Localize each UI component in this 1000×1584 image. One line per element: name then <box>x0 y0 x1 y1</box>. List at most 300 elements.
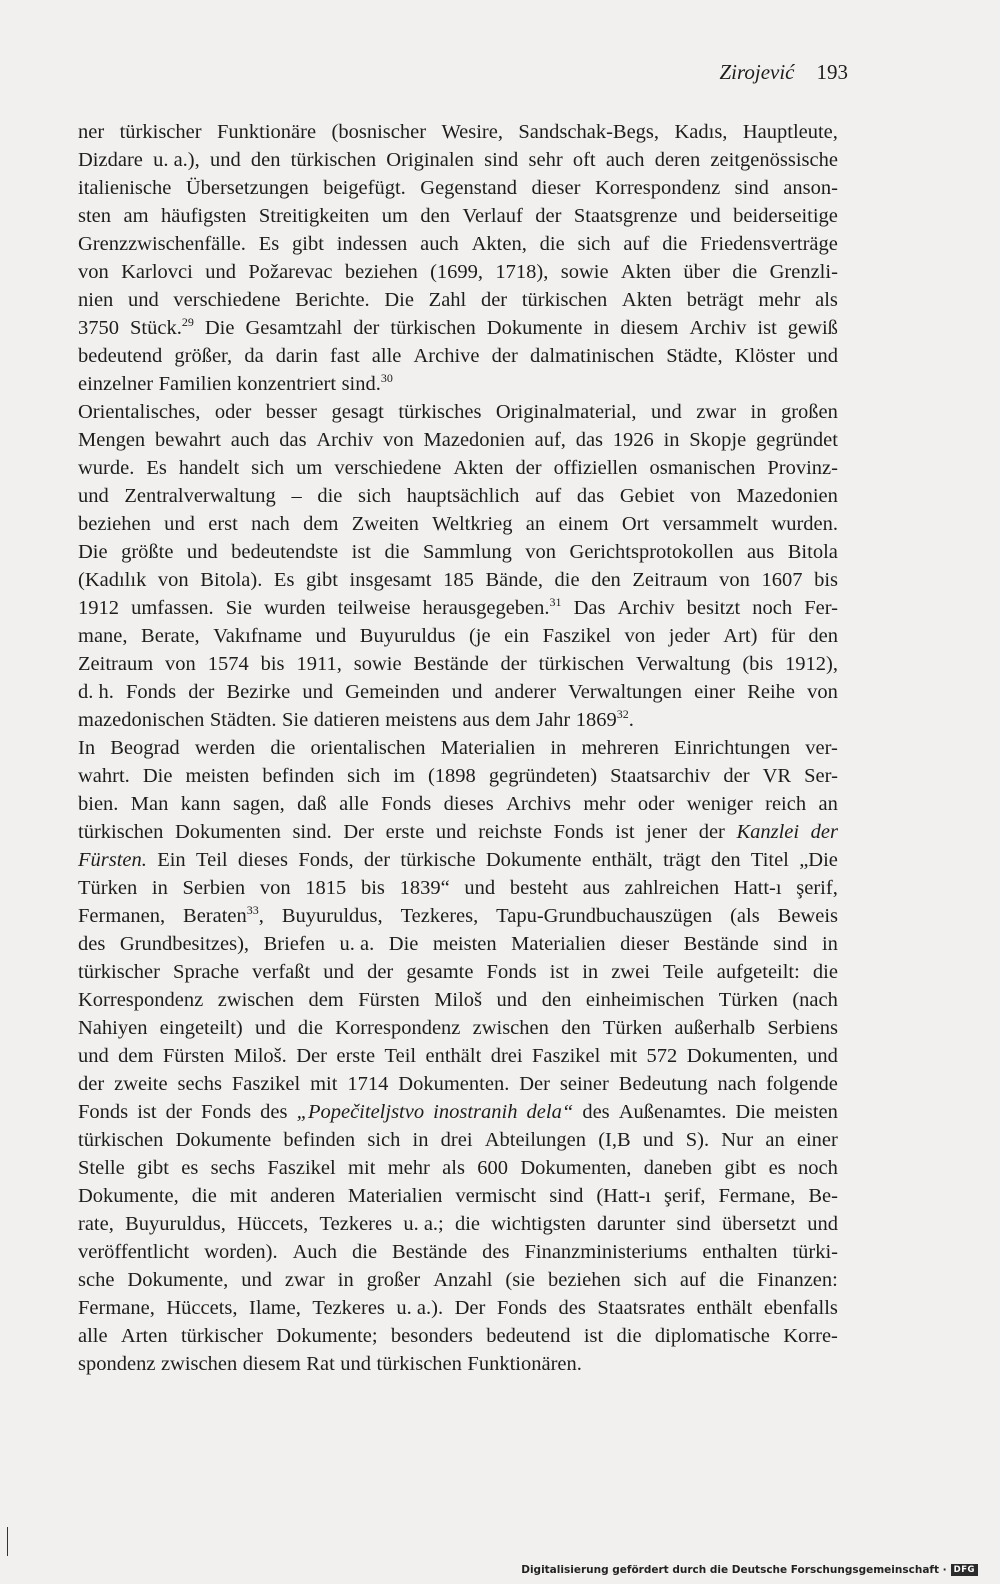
word: türkischen <box>78 821 164 843</box>
word: Staatsgrenze <box>573 205 678 227</box>
word: sagen, <box>232 793 285 815</box>
word: enthält <box>696 1297 753 1319</box>
word: von <box>157 569 189 591</box>
word: bis <box>260 653 285 675</box>
word: alle <box>371 345 402 367</box>
word: und <box>435 821 467 843</box>
word: Sprache <box>173 961 240 983</box>
word: verschiedene <box>173 289 281 311</box>
running-header <box>719 60 848 85</box>
word: Dokumenten. <box>398 1073 510 1095</box>
word: Das <box>573 597 606 619</box>
word: in <box>337 1269 354 1291</box>
word: Arten <box>120 1325 168 1347</box>
word: Hüccets, <box>237 1213 309 1235</box>
word: Archive <box>413 345 480 367</box>
word: „Popečiteljstvo <box>296 1101 425 1123</box>
word: Einrichtungen <box>674 737 791 759</box>
word: Dokumente, <box>127 1269 229 1291</box>
word: die <box>191 1185 217 1207</box>
text-line <box>78 650 838 678</box>
text-line <box>78 426 838 454</box>
word: Teil <box>384 1045 417 1067</box>
word: in <box>750 401 767 423</box>
word: Korrespondenz <box>78 989 204 1011</box>
word: (bis <box>742 653 774 675</box>
word: Die <box>735 1101 766 1123</box>
word: Be- <box>808 1185 838 1207</box>
word: sich <box>633 1269 667 1291</box>
word: und <box>807 1213 838 1235</box>
word: daß <box>297 793 327 815</box>
word: enthält, <box>591 849 653 871</box>
word: Staatsrates <box>597 1297 686 1319</box>
word: ist <box>615 821 635 843</box>
word: wurde. <box>78 457 135 479</box>
word: der <box>188 681 215 703</box>
word: großer <box>366 1269 421 1291</box>
word: der <box>698 821 725 843</box>
word: (bosnischer <box>331 121 427 143</box>
word: die <box>454 1213 481 1235</box>
word: Buyuruldus <box>359 625 456 647</box>
word: bedeutend <box>78 345 163 367</box>
text-line <box>78 1210 838 1238</box>
word: deren <box>654 149 701 171</box>
text-line <box>78 958 838 986</box>
word: umfassen. <box>131 597 214 619</box>
word: dem <box>303 513 339 535</box>
word: oft <box>572 149 596 171</box>
word: zwar <box>696 401 737 423</box>
word: der <box>515 457 542 479</box>
word: sind <box>676 1213 711 1235</box>
word: fast <box>330 345 360 367</box>
word: Stelle <box>78 1157 125 1179</box>
word: Gegenstand <box>420 177 518 199</box>
word: Faszikel <box>267 1157 336 1179</box>
word: sechs <box>177 1073 222 1095</box>
word: drei <box>440 1129 473 1151</box>
word: italienische <box>78 177 172 199</box>
word: alle <box>78 1325 108 1347</box>
word: es <box>181 1157 199 1179</box>
word: alle <box>339 793 369 815</box>
word: Die <box>204 317 235 339</box>
word: dem <box>308 989 344 1011</box>
word: türkischen <box>78 1129 164 1151</box>
word: und <box>496 989 528 1011</box>
word: Mazedonien <box>736 485 838 507</box>
word: Ser- <box>804 765 838 787</box>
word: die <box>662 233 688 255</box>
word: Skopje <box>689 429 747 451</box>
word: beträgt <box>686 289 744 311</box>
text-line <box>78 762 838 790</box>
word: bedeutend <box>486 1325 571 1347</box>
word: und <box>78 1045 109 1067</box>
word: herausgegeben.$^{31}$ <box>422 595 562 619</box>
word: aus <box>582 877 610 899</box>
word: bedeutendste <box>231 541 339 563</box>
word: Kadıs, <box>674 121 728 143</box>
word: gibt <box>724 1157 757 1179</box>
word: Zahl <box>428 289 467 311</box>
word: Es <box>146 457 167 479</box>
word: ein <box>504 625 530 647</box>
word: 1839“ <box>399 877 450 899</box>
word: Funktionären. <box>467 1353 582 1375</box>
word: Mazedonien <box>423 429 525 451</box>
word: „Die <box>799 849 838 871</box>
word: Auch <box>292 1241 338 1263</box>
word: Fürsten <box>358 989 420 1011</box>
word: mit <box>229 1185 258 1207</box>
word: von <box>719 569 750 591</box>
word: und <box>451 681 483 703</box>
word: türkischen <box>521 289 608 311</box>
word: Dokumente; <box>276 1325 378 1347</box>
word: den <box>250 149 281 171</box>
word: Ilame, <box>249 1297 301 1319</box>
word: außerhalb <box>674 1017 756 1039</box>
word: mit <box>609 1045 638 1067</box>
word: als <box>815 289 838 311</box>
word: über <box>683 261 720 283</box>
word: Bedeutung <box>618 1073 708 1095</box>
word: zweite <box>114 1073 168 1095</box>
text-line <box>78 202 838 230</box>
word: Grundbesitzes), <box>119 933 250 955</box>
word: einzelner <box>78 373 154 395</box>
text-line <box>78 594 838 622</box>
word: 1911, <box>296 653 342 675</box>
word: darunter <box>597 1213 666 1235</box>
word: şerif, <box>663 1185 706 1207</box>
word: Serbiens <box>767 1017 838 1039</box>
word: türkischer <box>119 121 202 143</box>
word: indessen <box>336 233 408 255</box>
word: oder <box>637 793 675 815</box>
text-line <box>78 454 838 482</box>
word: die <box>384 541 410 563</box>
word: auf <box>623 233 650 255</box>
word: der <box>367 961 394 983</box>
word: Dokumenten, <box>520 1157 632 1179</box>
word: und <box>205 261 236 283</box>
word: Fer- <box>804 597 838 619</box>
word: den <box>808 625 838 647</box>
word: Außenamtes. <box>618 1101 727 1123</box>
word: Gemeinden <box>345 681 440 703</box>
word: sind <box>734 177 769 199</box>
word: Dokumente, <box>78 1185 179 1207</box>
word: Hüccets, <box>166 1297 238 1319</box>
word: 3750 <box>78 317 119 339</box>
scan-edge-mark <box>7 1527 8 1556</box>
word: diesem <box>620 317 679 339</box>
word: und <box>127 289 159 311</box>
word: dieser <box>531 177 581 199</box>
word: (je <box>468 625 491 647</box>
word: den <box>561 1017 591 1039</box>
word: einer <box>694 681 736 703</box>
word: der <box>165 1101 192 1123</box>
word: enthält <box>425 1045 482 1067</box>
word: orientalischen <box>310 737 426 759</box>
word: Beograd <box>110 737 180 759</box>
word: des <box>260 1101 288 1123</box>
word: meistens <box>385 709 457 731</box>
word: Dizdare <box>78 149 143 171</box>
word: nach <box>717 1073 757 1095</box>
word: noch <box>752 597 793 619</box>
text-line <box>78 566 838 594</box>
word: (I,B <box>598 1129 631 1151</box>
word: türkischen <box>290 149 377 171</box>
word: und <box>186 541 218 563</box>
word: Archiv <box>316 429 374 451</box>
word: Fonds <box>496 1297 548 1319</box>
word: da <box>244 345 264 367</box>
word: 1912), <box>785 653 838 675</box>
word: besser <box>265 401 317 423</box>
word: gesamte <box>406 961 474 983</box>
word: Fonds <box>200 1101 252 1123</box>
word: Finanzministeriums <box>524 1241 688 1263</box>
text-line <box>78 902 838 930</box>
word: Fürsten <box>162 1045 225 1067</box>
word: erste <box>385 821 425 843</box>
word: und <box>241 1269 272 1291</box>
word: u. a.), <box>153 149 200 171</box>
text-line <box>78 118 838 146</box>
word: einer <box>796 1129 838 1151</box>
word: gegründeten) <box>488 765 598 787</box>
text-line <box>78 230 838 258</box>
word: Grenzli- <box>769 261 838 283</box>
text-line <box>78 706 838 734</box>
word: der <box>810 821 838 843</box>
word: Fermane, <box>718 1185 796 1207</box>
word: türkisches <box>398 401 482 423</box>
text-line <box>78 846 838 874</box>
word: rate, <box>78 1213 114 1235</box>
text-line <box>78 818 838 846</box>
text-line <box>78 1014 838 1042</box>
word: hauptsächlich <box>406 485 520 507</box>
word: Materialien <box>511 933 606 955</box>
word: dieses <box>443 793 494 815</box>
word: von <box>690 485 721 507</box>
text-line <box>78 398 838 426</box>
word: türkische <box>400 849 476 871</box>
word: weniger <box>686 793 753 815</box>
word: den <box>591 569 621 591</box>
word: die <box>352 1241 378 1263</box>
word: Zeitraum <box>78 653 154 675</box>
word: inostranih <box>433 1101 518 1123</box>
word: der <box>363 849 391 871</box>
word: Kanzlei <box>736 821 800 843</box>
text-line <box>78 930 838 958</box>
word: Teil <box>196 849 228 871</box>
word: veröffentlicht <box>78 1241 190 1263</box>
word: Bezirke <box>226 681 291 703</box>
word: und <box>302 681 334 703</box>
word: sowie <box>353 653 402 675</box>
word: Miloš <box>434 989 483 1011</box>
word: 600 <box>477 1157 509 1179</box>
word: ist <box>549 961 570 983</box>
word: der <box>535 205 562 227</box>
word: Familien <box>158 373 232 395</box>
word: Miloš. <box>233 1045 287 1067</box>
word: Bestände <box>683 933 759 955</box>
word: werden <box>194 737 256 759</box>
word: wichtigsten <box>491 1213 586 1235</box>
word: Fonds <box>78 1101 129 1123</box>
word: mehr <box>583 793 626 815</box>
word: Materialien <box>440 737 536 759</box>
word: es <box>768 1157 786 1179</box>
word: Sie <box>282 709 309 731</box>
word: von <box>525 541 557 563</box>
word: des <box>582 1101 610 1123</box>
word: Der <box>343 821 375 843</box>
word: und <box>650 401 682 423</box>
word: den <box>420 205 451 227</box>
word: Serbien <box>182 877 246 899</box>
word: Anzahl <box>433 1269 493 1291</box>
word: Materialien <box>347 1185 443 1207</box>
word: wurden <box>264 597 326 619</box>
word: Jahr <box>536 709 571 731</box>
text-line <box>78 1182 838 1210</box>
word: dela“ <box>526 1101 574 1123</box>
word: Der <box>454 1297 486 1319</box>
dfg-logo: DFG <box>951 1564 978 1576</box>
word: Die <box>78 541 108 563</box>
text-line <box>78 370 838 398</box>
word: Streitigkeiten <box>258 205 370 227</box>
word: Der <box>519 1073 550 1095</box>
word: teilweise <box>337 597 411 619</box>
word: Bestände <box>413 653 489 675</box>
word: ner <box>78 121 105 143</box>
word: des <box>482 1241 510 1263</box>
word: worden). <box>204 1241 278 1263</box>
word: Teile <box>662 961 704 983</box>
word: größte <box>121 541 174 563</box>
word: Ort <box>621 513 650 535</box>
word: zwischen <box>160 1353 238 1375</box>
word: in <box>412 1129 429 1151</box>
word: sehr <box>528 149 563 171</box>
word: Es <box>273 569 295 591</box>
word: noch <box>797 1157 838 1179</box>
word: Akten <box>620 261 672 283</box>
word: Hauptleute, <box>742 121 838 143</box>
word: als <box>442 1157 465 1179</box>
word: verfaßt <box>252 961 311 983</box>
word: Sie <box>225 597 252 619</box>
word: Städten. <box>209 709 277 731</box>
word: um <box>381 205 408 227</box>
word: zahlreichen <box>624 877 720 899</box>
word: beziehen <box>344 261 418 283</box>
word: erst <box>208 513 238 535</box>
word: (nach <box>792 989 838 1011</box>
word: Wesire, <box>441 121 503 143</box>
word: u. a.; <box>403 1213 444 1235</box>
word: besteht <box>509 877 568 899</box>
word: Verwaltungen <box>568 681 683 703</box>
word: Verwaltung <box>635 653 731 675</box>
word: ist <box>351 541 371 563</box>
word: Stück.$^{29}$ <box>130 315 194 339</box>
word: datieren <box>313 709 380 731</box>
word: Die <box>142 765 173 787</box>
word: Bestände <box>392 1241 468 1263</box>
text-line <box>78 790 838 818</box>
word: das <box>575 429 604 451</box>
word: einem <box>558 513 609 535</box>
word: Rat <box>306 1353 335 1375</box>
word: offiziellen <box>553 457 638 479</box>
word: Faszikel <box>231 1073 301 1095</box>
word: der <box>78 1073 105 1095</box>
word: Provinz- <box>767 457 838 479</box>
word: meisten <box>185 765 250 787</box>
word: sind <box>549 1185 584 1207</box>
word: dalmatinischen <box>529 345 655 367</box>
word: Finanzen: <box>757 1269 838 1291</box>
text-line <box>78 874 838 902</box>
word: Gesamtzahl <box>245 317 343 339</box>
word: Dokumente <box>486 317 583 339</box>
footnote-marker: 33 <box>246 903 259 917</box>
text-line <box>78 1042 838 1070</box>
word: sich <box>347 765 381 787</box>
word: in <box>821 933 838 955</box>
footnote-marker: 31 <box>549 595 562 609</box>
word: von <box>624 625 656 647</box>
word: ist <box>137 1101 157 1123</box>
word: gibt <box>306 569 338 591</box>
word: kann <box>180 793 221 815</box>
word: bien. <box>78 793 119 815</box>
digitization-footer <box>521 1564 978 1576</box>
word: meisten <box>432 933 497 955</box>
word: der <box>353 317 380 339</box>
word: beziehen <box>547 1269 621 1291</box>
word: Art) <box>723 625 758 647</box>
word: handelt <box>178 457 240 479</box>
word: im <box>393 765 415 787</box>
word: – <box>291 485 302 507</box>
word: die <box>270 737 296 759</box>
word: befinden <box>262 765 335 787</box>
word: vermischt <box>455 1185 537 1207</box>
word: nach <box>251 513 290 535</box>
word: häufigsten <box>160 205 247 227</box>
word: die <box>732 261 758 283</box>
word: Archiv <box>689 317 747 339</box>
word: mit <box>310 1073 338 1095</box>
word: sich <box>251 457 285 479</box>
text-line <box>78 986 838 1014</box>
